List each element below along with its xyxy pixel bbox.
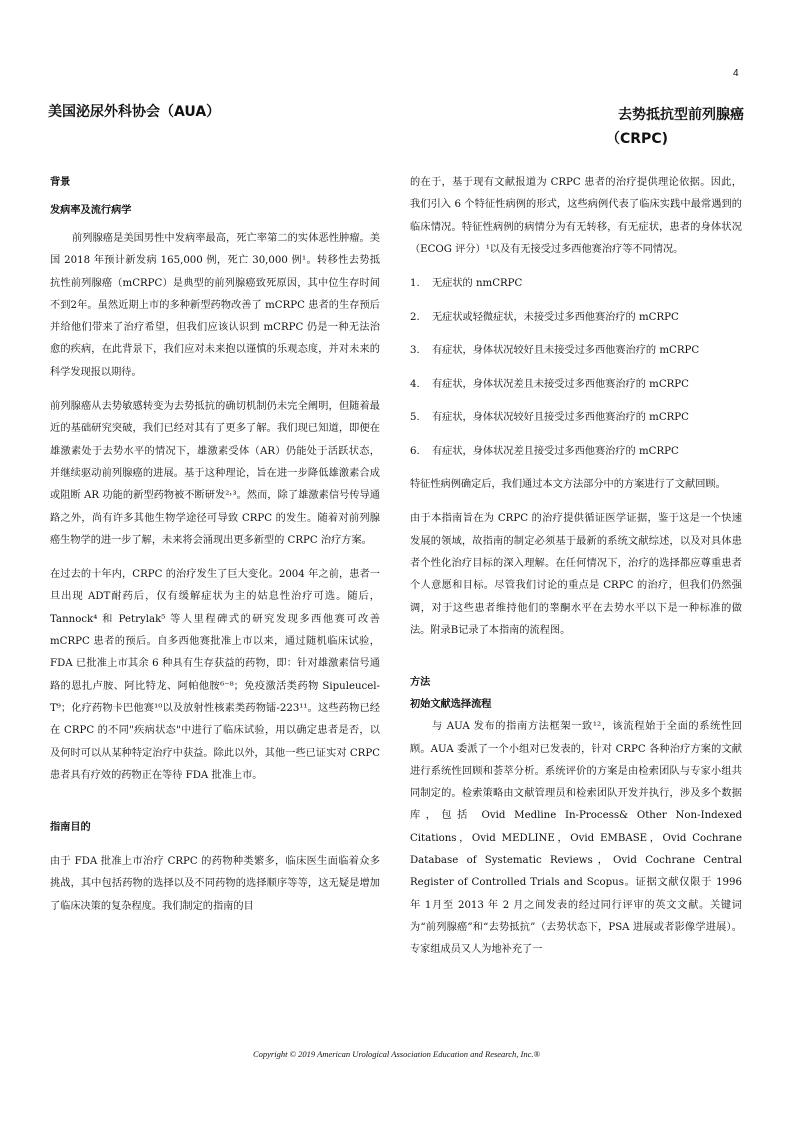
document-header-organization: 美国泌尿外科协会（AUA） <box>48 104 221 120</box>
page-number: 4 <box>733 68 739 79</box>
list-item: 5. 有症状，身体状况较好且接受过多西他赛治疗的 mCRPC <box>410 412 689 424</box>
paragraph-literature-review: 特征性病例确定后，我们通过本文方法部分中的方案进行了文献回顾。 <box>410 479 726 491</box>
header-title-line2: （CRPC) <box>606 131 668 147</box>
section-heading-background: 背景 <box>50 177 71 188</box>
paragraph-history: 在过去的十年内，CRPC 的治疗发生了巨大变化。2004 年之前，患者一旦出现 ADT耐药后，仅有缓解症状为主的姑息性治疗可选。随后，Tannock⁴ 和 Petrylak⁵ 等人里程碑式的研究发现多西他赛可改善 mCRPC 患者的预后。自多西他赛批准上市以来，通过随机临床试验，FDA 已批准上市其余 6 种具有生存获益的药物，即：针对雄激素信号通路的恩扎卢胺、阿比特龙、阿帕他胺⁶⁻⁸；免疫激活类药物 Sipuleucel-T⁹；化疗药物卡巴他赛¹⁰以及放射性核素类药物镭-223¹¹。这些药物已经在 CRPC 的不同"疾病状态"中进行了临床试验，用以确定患者是否，以及何时可以从某种特定治疗中获益。除此以外，其他一些已证实对 CRPC 患者具有疗效的药物正在等待 FDA 批准上市。 <box>50 569 380 781</box>
paragraph-purpose-continued: 的在于，基于现有文献报道为 CRPC 患者的治疗提供理论依据。因此，我们引入 6 个特征性病例的形式，这些病例代表了临床实践中最常遇到的临床情况。特征性病例的病情分为有无转移，有无症状，患者的身体状况（ECOG 评分）¹以及有无接受过多西他赛治疗等不同情况。 <box>410 177 742 255</box>
subsection-heading-literature-search: 初始文献选择流程 <box>410 699 492 711</box>
list-item: 4. 有症状，身体状况差且未接受过多西他赛治疗的 mCRPC <box>410 378 689 390</box>
paragraph-mechanism: 前列腺癌从去势敏感转变为去势抵抗的确切机制仍未完全阐明，但随着最近的基础研究突破，我们已经对其有了更多了解。我们现已知道，即便在雄激素处于去势水平的情况下，雄激素受体（AR）仍能处于活跃状态，并继续驱动前列腺癌的进展。基于这种理论，旨在进一步降低雄激素合成或阻断 AR 功能的新型药物被不断研发²˒³。然而，除了雄激素信号传导通路之外，尚有许多其他生物学途径可导致 CRPC 的发生。随着对前列腺癌生物学的进一步了解，未来将会涌现出更多新型的 CRPC 治疗方案。 <box>50 401 380 546</box>
paragraph-purpose: 由于 FDA 批准上市治疗 CRPC 的药物种类繁多，临床医生面临着众多挑战，其中包括药物的选择以及不同药物的选择顺序等等，这无疑是增加了临床决策的复杂程度。我们制定的指南的目 <box>50 856 380 912</box>
section-heading-methods: 方法 <box>410 677 431 689</box>
header-title-line1: 去势抵抗型前列腺癌 <box>618 107 744 123</box>
paragraph-epidemiology: 前列腺癌是美国男性中发病率最高，死亡率第二的实体恶性肿瘤。美国 2018 年预计新发病 165,000 例，死亡 30,000 例¹。转移性去势抵抗性前列腺癌（mCRPC）是典型的前列腺癌致死原因，其中位生存时间不到2年。虽然近期上市的多种新型药物改善了 mCRPC 患者的生存预后并给他们带来了治疗希望，但我们应该认识到 mCRPC 仍是一种无法治愈的疾病，在此背景下，我们应对未来抱以谨慎的乐观态度，并对未来的科学发现报以期待。 <box>50 233 380 378</box>
subsection-heading-epidemiology: 发病率及流行病学 <box>50 205 132 216</box>
list-item: 3. 有症状，身体状况较好且未接受过多西他赛治疗的 mCRPC <box>410 345 700 357</box>
list-item: 6. 有症状，身体状况差且接受过多西他赛治疗的 mCRPC <box>410 445 679 457</box>
index-patient-list <box>410 273 742 463</box>
list-item: 2. 无症状或轻微症状，未接受过多西他赛治疗的 mCRPC <box>410 311 679 323</box>
list-item: 1. 无症状的 nmCRPC <box>410 278 523 290</box>
right-column <box>410 172 742 962</box>
copyright-footer: Copyright © 2019 American Urological Association Education and Research, Inc.® <box>252 1049 540 1059</box>
left-column <box>50 172 380 918</box>
paragraph-evidence: 由于本指南旨在为 CRPC 的治疗提供循证医学证据，鉴于这是一个快速发展的领域，故指南的制定必须基于最新的系统文献综述，以及对具体患者个性化治疗目标的深入理解。在任何情况下，治疗的选择都应尊重患者个人意愿和目标。尽管我们讨论的重点是 CRPC 的治疗，但我们仍然强调，对于这些患者维持他们的睾酮水平在去势水平以下是一种标准的做法。附录B记录了本指南的流程图。 <box>410 513 742 636</box>
document-header-title <box>560 103 744 151</box>
paragraph-methods: 与 AUA 发布的指南方法框架一致¹²，该流程始于全面的系统性回顾。AUA 委派了一个小组对已发表的，针对 CRPC 各种治疗方案的文献进行系统性回顾和荟萃分析。系统评价的方案是由检索团队与专家小组共同制定的。检索策略由文献管理员和检索团队开发并执行，涉及多个数据库，包括 Ovid Medline In-Process& Other Non-Indexed Citations，Ovid MEDLINE，Ovid EMBASE，Ovid Cochrane Database of Systematic Reviews，Ovid Cochrane Central Register of Controlled Trials and Scopus。证据文献仅限于 1996 年 1月至 2013 年 2 月之间发表的经过同行评审的英文文献。关键词为“前列腺癌”和“去势抵抗”（去势状态下，PSA 进展或者影像学进展）。专家组成员又人为地补充了一 <box>410 721 742 956</box>
section-heading-purpose: 指南目的 <box>50 822 91 834</box>
